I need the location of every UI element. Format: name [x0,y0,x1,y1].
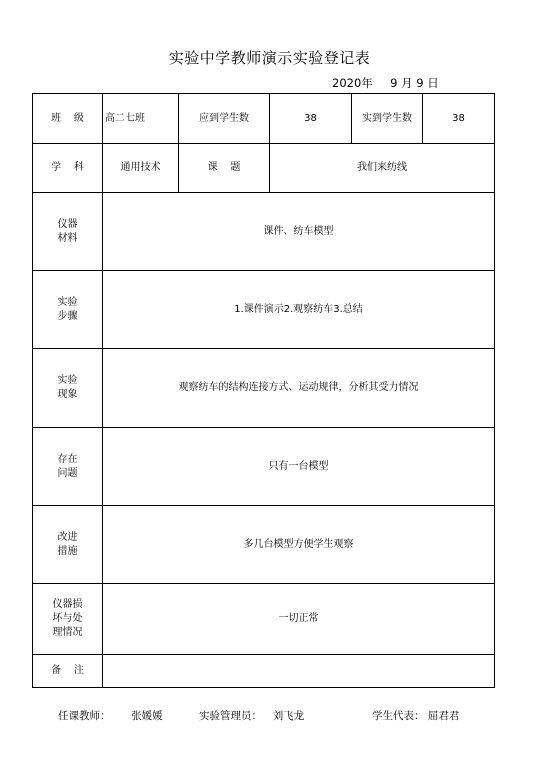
date-day: 9 日 [416,76,439,90]
manager-name: 刘飞龙 [272,710,305,722]
materials-value[interactable]: 课件、纺车模型 [103,193,495,271]
steps-label: 实验 步骤 [33,271,103,349]
teacher-name: 张媛媛 [131,710,163,722]
manager-label: 实验管理员： [199,710,262,722]
topic-value[interactable]: 我们来纺线 [270,144,495,193]
table-row [33,144,495,193]
actual-students-value[interactable]: 38 [423,94,495,144]
table-row [33,655,495,688]
date-month: 9 月 [390,76,413,90]
table-row [33,349,495,428]
class-value[interactable]: 高二七班 [103,94,179,144]
remarks-label: 备 注 [33,655,103,688]
steps-value[interactable]: 1.课件演示2.观察纺车3.总结 [103,271,495,349]
form-title: 实验中学教师演示实验登记表 [168,49,371,67]
actual-students-label: 实到学生数 [352,94,423,144]
expected-students-value[interactable]: 38 [270,94,352,144]
materials-label: 仪器 材料 [33,193,103,271]
damage-label: 仪器损 坏与处 理情况 [33,584,103,655]
problems-label: 存在 问题 [33,428,103,506]
damage-value[interactable]: 一切正常 [103,584,495,655]
table-row [33,193,495,271]
class-label: 班 级 [33,94,103,144]
teacher-signature [58,708,163,723]
improvement-value[interactable]: 多几台模型方便学生观察 [103,506,495,584]
student-name: 屈君君 [427,710,460,722]
date-year: 2020年 [332,76,373,90]
manager-signature [199,708,304,723]
problems-value[interactable]: 只有一台模型 [103,428,495,506]
student-signature [372,708,459,723]
table-row [33,428,495,506]
subject-label: 学 科 [33,144,103,193]
student-label: 学生代表： [372,710,425,722]
date-line [332,75,439,91]
topic-label: 课 题 [179,144,270,193]
table-row [33,271,495,349]
improvement-label: 改进 措施 [33,506,103,584]
registration-table [32,93,495,688]
table-row [33,584,495,655]
teacher-label: 任课教师： [58,710,111,722]
phenomenon-label: 实验 现象 [33,349,103,428]
expected-students-label: 应到学生数 [179,94,270,144]
subject-value[interactable]: 通用技术 [103,144,179,193]
table-row [33,94,495,144]
table-row [33,506,495,584]
remarks-value[interactable] [103,655,495,688]
phenomenon-value[interactable]: 观察纺车的结构连接方式、运动规律，分析其受力情况 [103,349,495,428]
